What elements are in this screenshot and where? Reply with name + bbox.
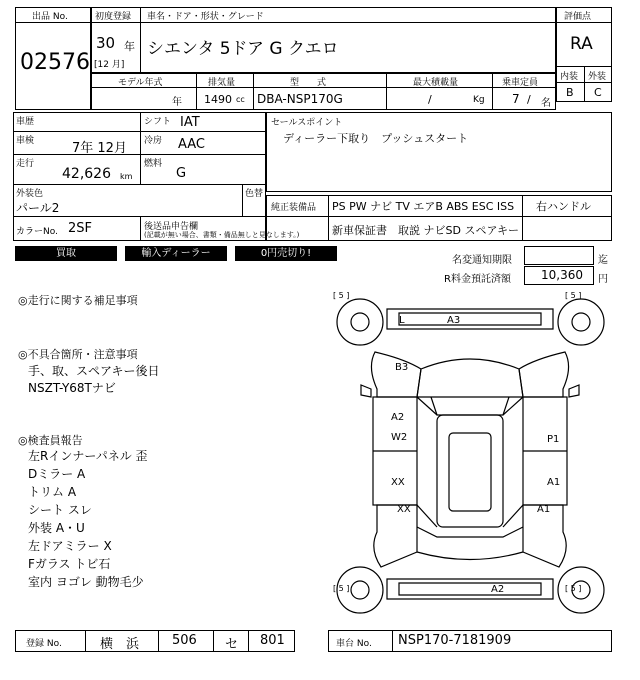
chassis-label: 車台 No. — [336, 639, 372, 649]
defect-line: NSZT-Y68Tナビ — [28, 381, 116, 395]
tag-import-dealer: 輸入ディーラー — [125, 246, 227, 261]
tag-kaitori: 買取 — [15, 246, 117, 261]
displacement-value: 1490 — [204, 93, 232, 106]
year-unit: 年 — [124, 40, 135, 53]
shift-label: シフト — [144, 117, 172, 127]
interior-score: B — [566, 86, 574, 99]
reg-class: 506 — [172, 633, 197, 648]
max-load-label: 最大積載量 — [413, 78, 459, 88]
first-reg-year: 30 — [96, 34, 116, 52]
grade-label: 評価点 — [564, 12, 592, 22]
capacity-label: 乗車定員 — [502, 78, 539, 88]
mileage-value: 42,626 — [62, 166, 111, 182]
damage-mark: A1 — [537, 504, 551, 515]
model-year-label: モデル年式 — [118, 78, 163, 88]
inspector-line: トリム A — [28, 485, 77, 499]
inspector-line: 外装 A・U — [28, 521, 85, 535]
capacity-slash: / — [527, 93, 531, 106]
inspection-label: 車検 — [16, 136, 35, 146]
exterior-score: C — [594, 86, 602, 99]
aftermarket-note: (記載が無い場合、書類・備品無しと見なします。) — [144, 231, 300, 239]
inspector-line: Dミラー A — [28, 467, 86, 481]
damage-mark: W2 — [391, 432, 408, 443]
aircon-label: 冷房 — [144, 136, 163, 146]
aftermarket-label: 後送品申告欄 — [144, 222, 199, 232]
km-unit: km — [120, 172, 133, 181]
tire-label: [ 5 ] — [565, 291, 582, 300]
warranty-label: 新車保証書 — [332, 224, 387, 237]
damage-mark: A1 — [547, 477, 561, 488]
inspector-title: ◎検査員報告 — [18, 434, 83, 447]
recycle-value: 10,360 — [541, 268, 583, 282]
ext-color-label: 外装色 — [16, 189, 44, 199]
yen-unit: 円 — [598, 274, 608, 285]
damage-mark: A2 — [491, 584, 505, 595]
inspector-line: Fガラス トビ石 — [28, 557, 111, 571]
history-label: 車歴 — [16, 117, 35, 127]
chassis-value: NSP170-7181909 — [398, 633, 512, 648]
inspector-line: 左Rインナーパネル 歪 — [28, 449, 148, 463]
inspector-line: 左ドアミラー X — [28, 539, 112, 553]
grade-value: RA — [570, 34, 593, 54]
sales-point-value: ディーラー下取り プッシュスタート — [283, 132, 469, 145]
car-name: シエンタ 5ドア G クエロ — [147, 39, 339, 59]
tire-front-left — [337, 299, 383, 345]
type-label: 型 式 — [290, 78, 327, 88]
sales-point-label: セールスポイント — [271, 118, 343, 128]
capacity-value: 7 — [512, 92, 520, 106]
tire-front-right — [558, 299, 604, 345]
reg-place: 横 浜 — [100, 637, 140, 652]
reg-number: 801 — [260, 633, 285, 648]
fuel-label: 燃料 — [144, 159, 163, 169]
cc-unit: cc — [236, 95, 245, 104]
supplement-title: ◎走行に関する補足事項 — [18, 294, 138, 307]
damage-mark: P1 — [547, 434, 560, 445]
inspector-line: 室内 ヨゴレ 動物毛少 — [28, 575, 144, 589]
car-damage-diagram — [325, 287, 615, 627]
mileage-label: 走行 — [16, 159, 35, 169]
recolor-label: 色替 — [245, 189, 264, 199]
recycle-label: R料金預託済額 — [444, 274, 511, 285]
damage-mark: A3 — [447, 315, 461, 326]
damage-mark: XX — [391, 477, 405, 488]
damage-mark: B3 — [395, 362, 409, 373]
equipment-value: PS PW ナビ TV エアB ABS ESC ISS — [332, 200, 515, 213]
equipment-label: 純正装備品 — [271, 203, 317, 213]
defect-line: 手、取、スペアキー後日 — [28, 364, 160, 378]
color-no-label: カラーNo. — [16, 227, 58, 237]
defects-title: ◎不具合箇所・注意事項 — [18, 348, 138, 361]
damage-mark: XX — [397, 504, 411, 515]
kg-unit: Kg — [473, 95, 485, 105]
model-year-unit: 年 — [172, 97, 182, 108]
displacement-label: 排気量 — [208, 78, 236, 88]
tire-label: [ 5 ] — [333, 291, 350, 300]
type-value: DBA-NSP170G — [257, 92, 343, 106]
aircon-value: AAC — [178, 137, 205, 152]
capacity-unit: 名 — [541, 98, 551, 109]
tire-label: [ 5 ] — [333, 584, 350, 593]
name-label: 車名・ドア・形状・グレード — [147, 12, 264, 22]
damage-mark: A2 — [391, 412, 405, 423]
lot-number: 02576 — [20, 50, 90, 75]
title-change-unit: 迄 — [598, 255, 608, 266]
reg-label: 登録 No. — [26, 639, 62, 649]
inspector-line: シート スレ — [28, 503, 92, 517]
reg-kana: セ — [225, 637, 239, 652]
interior-label: 内装 — [560, 72, 579, 82]
color-no-value: 2SF — [68, 221, 93, 236]
first-reg-label: 初度登録 — [95, 12, 132, 22]
inspection-value: 7年 12月 — [72, 141, 127, 156]
shift-value: IAT — [180, 115, 200, 130]
steering-value: 右ハンドル — [536, 200, 591, 213]
lot-label: 出品 No. — [32, 12, 68, 22]
exterior-label: 外装 — [588, 72, 607, 82]
first-reg-month: [12 月] — [94, 60, 125, 70]
title-change-box — [524, 246, 594, 265]
title-change-label: 名変通知期限 — [452, 255, 512, 266]
damage-mark: L — [399, 315, 405, 326]
fuel-value: G — [176, 166, 187, 181]
tire-label: [ 5 ] — [565, 584, 582, 593]
max-load-slash: / — [428, 93, 432, 106]
tag-zero-yen: 0円売切り! — [235, 246, 337, 261]
warranty-value: 取説 ナビSD スペアキー — [398, 224, 520, 237]
ext-color-value: パール2 — [16, 201, 60, 215]
